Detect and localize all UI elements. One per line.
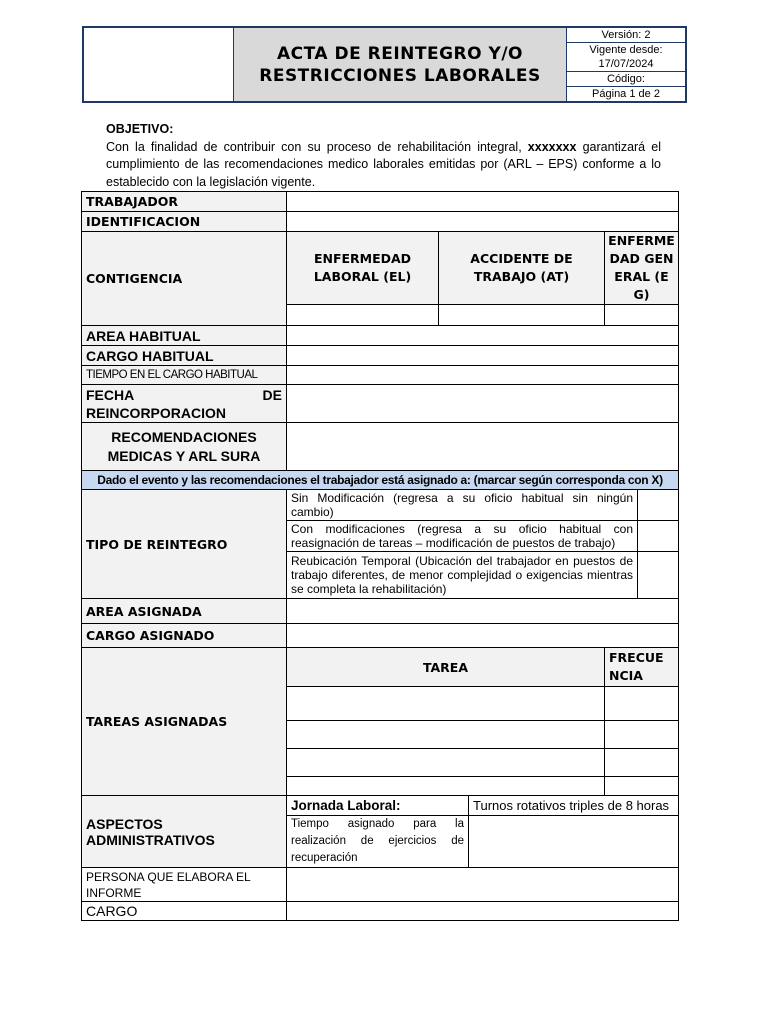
enfermedad-laboral-mark[interactable] (287, 305, 439, 326)
objective-text-part: Con la finalidad de contribuir con su proceso de rehabilitación integral, (106, 139, 528, 154)
identificacion-label: IDENTIFICACION (82, 212, 287, 232)
enfermedad-general-mark[interactable] (605, 305, 679, 326)
logo-placeholder (83, 27, 234, 102)
enfermedad-general-header: ENFERMEDAD GENERAL (EG) (605, 232, 679, 305)
tareas-asignadas-label: TAREAS ASIGNADAS (82, 648, 287, 796)
mark-reubicacion-temporal[interactable] (638, 552, 679, 599)
cargo-asignado-field[interactable] (287, 624, 679, 648)
valid-from-date: 17/07/2024 (567, 57, 687, 72)
reintegro-form (81, 191, 679, 921)
frecuencia-cell[interactable] (605, 749, 679, 777)
frecuencia-cell[interactable] (605, 777, 679, 796)
frecuencia-column-header: FRECUENCIA (605, 648, 679, 687)
recomendaciones-label: RECOMENDACIONES MEDICAS Y ARL SURA (82, 423, 287, 471)
option-con-modificaciones: Con modificaciones (regresa a su oficio habitual con reasignación de tareas – modificación de puestos de trabajo) (287, 521, 638, 552)
jornada-laboral-label: Jornada Laboral: (287, 796, 469, 816)
identificacion-field[interactable] (287, 212, 679, 232)
assignment-instruction: Dado el evento y las recomendaciones el trabajador está asignado a: (marcar según corresponda con X) (82, 471, 679, 490)
objective-text (106, 139, 661, 192)
mark-sin-modificacion[interactable] (638, 490, 679, 521)
accidente-trabajo-mark[interactable] (439, 305, 605, 326)
cargo-habitual-field[interactable] (287, 346, 679, 366)
enfermedad-laboral-header: ENFERMEDAD LABORAL (EL) (287, 232, 439, 305)
document-title: ACTA DE REINTEGRO Y/O RESTRICCIONES LABORALES (234, 27, 567, 102)
document-header (82, 26, 687, 103)
option-reubicacion-temporal: Reubicación Temporal (Ubicación del trabajador en puestos de trabajo diferentes, de menor complejidad o exigencias mientras se completa la rehabilitación) (287, 552, 638, 599)
company-name: xxxxxxx (527, 139, 577, 154)
tiempo-cargo-label: TIEMPO EN EL CARGO HABITUAL (82, 366, 287, 385)
area-asignada-label: AREA ASIGNADA (82, 599, 287, 624)
jornada-laboral-value: Turnos rotativos triples de 8 horas (469, 796, 679, 816)
cargo-asignado-label: CARGO ASIGNADO (82, 624, 287, 648)
persona-elabora-label: PERSONA QUE ELABORA EL INFORME (82, 868, 287, 902)
persona-elabora-field[interactable] (287, 868, 679, 902)
tarea-cell[interactable] (287, 721, 605, 749)
cargo-habitual-label: CARGO HABITUAL (82, 346, 287, 366)
mark-con-modificaciones[interactable] (638, 521, 679, 552)
page-number: Página 1 de 2 (567, 87, 687, 103)
fecha-label-part: FECHA (86, 386, 135, 403)
frecuencia-cell[interactable] (605, 687, 679, 721)
version: Versión: 2 (567, 27, 687, 43)
tiempo-ejercicios-label: Tiempo asignado para la realización de ejercicios de recuperación (287, 816, 469, 868)
area-habitual-field[interactable] (287, 326, 679, 346)
tipo-reintegro-label: TIPO DE REINTEGRO (82, 490, 287, 599)
valid-from-label: Vigente desde: (567, 43, 687, 58)
objective-heading: OBJETIVO: (106, 122, 174, 136)
trabajador-label: TRABAJADOR (82, 192, 287, 212)
recomendaciones-field[interactable] (287, 423, 679, 471)
fecha-label-part: REINCORPORACION (86, 404, 227, 421)
cargo-field[interactable] (287, 902, 679, 921)
frecuencia-cell[interactable] (605, 721, 679, 749)
area-habitual-label: AREA HABITUAL (82, 326, 287, 346)
fecha-reincorporacion-field[interactable] (287, 385, 679, 423)
objective-text-part: garantizará el cumplimiento de las recomendaciones medico laborales emitidas por (ARL – EPS) conforme a lo establecido con la legislación vigente. (106, 139, 661, 189)
objective-section (106, 121, 661, 191)
contingencia-label: CONTIGENCIA (82, 232, 287, 326)
code: Código: (567, 72, 687, 87)
fecha-label-part: DE (262, 386, 282, 403)
tiempo-cargo-field[interactable] (287, 366, 679, 385)
tarea-column-header: TAREA (287, 648, 605, 687)
option-sin-modificacion: Sin Modificación (regresa a su oficio habitual sin ningún cambio) (287, 490, 638, 521)
tiempo-ejercicios-field[interactable] (469, 816, 679, 868)
aspectos-administrativos-label: ASPECTOS ADMINISTRATIVOS (82, 796, 287, 868)
area-asignada-field[interactable] (287, 599, 679, 624)
trabajador-field[interactable] (287, 192, 679, 212)
cargo-label: CARGO (82, 902, 287, 921)
tarea-cell[interactable] (287, 777, 605, 796)
tarea-cell[interactable] (287, 749, 605, 777)
accidente-trabajo-header: ACCIDENTE DE TRABAJO (AT) (439, 232, 605, 305)
fecha-reincorporacion-label (82, 385, 287, 423)
tarea-cell[interactable] (287, 687, 605, 721)
